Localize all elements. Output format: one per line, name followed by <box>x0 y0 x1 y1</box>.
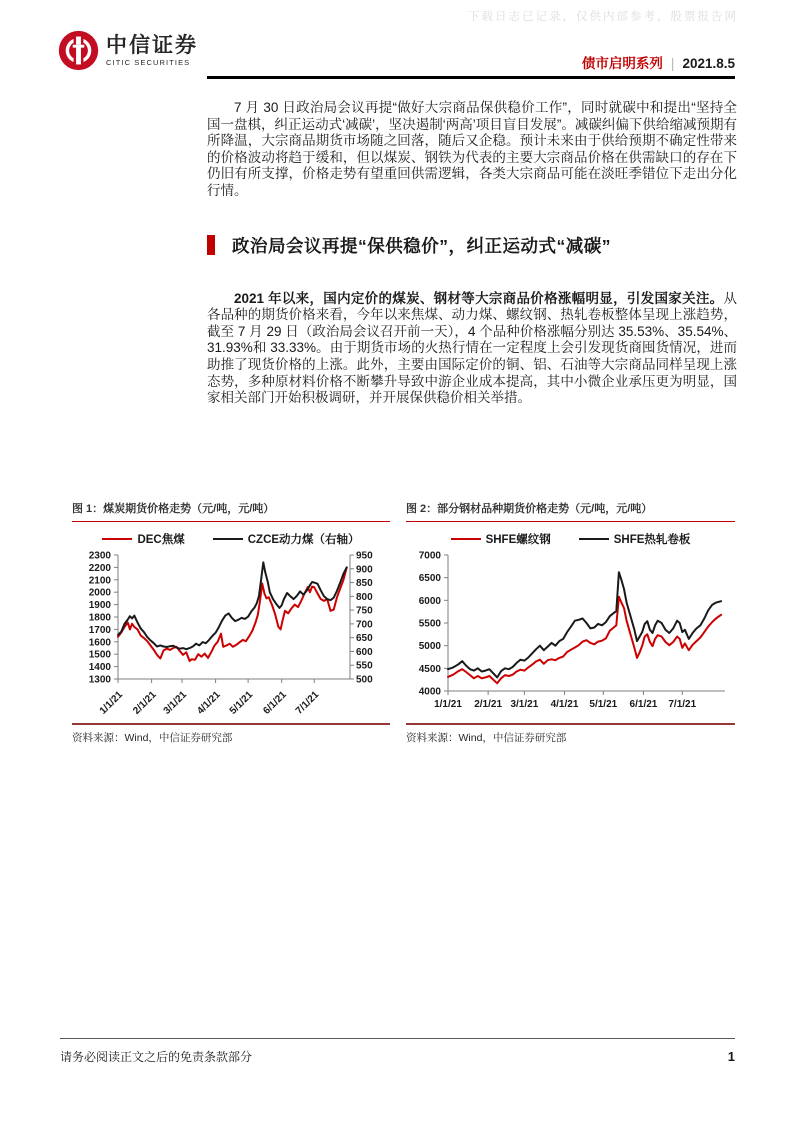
header-meta <box>582 52 735 72</box>
svg-text:5/1/21: 5/1/21 <box>589 699 618 710</box>
header-separator: | <box>670 56 675 71</box>
svg-text:5/1/21: 5/1/21 <box>227 689 256 717</box>
citic-logo <box>58 30 198 71</box>
report-series: 债市启明系列 <box>581 56 663 71</box>
figure-1-legend <box>72 531 390 547</box>
legend-label: SHFE螺纹钢 <box>485 534 551 546</box>
brand-text <box>106 35 198 67</box>
brand-name-en: CITIC SECURITIES <box>106 57 191 67</box>
svg-text:6/1/21: 6/1/21 <box>261 689 289 717</box>
svg-text:650: 650 <box>356 633 373 645</box>
header-rule <box>207 76 735 79</box>
figures-row <box>72 500 735 745</box>
svg-text:4/1/21: 4/1/21 <box>195 689 223 717</box>
svg-text:600: 600 <box>356 646 373 658</box>
steel-futures-line-chart <box>406 549 735 721</box>
paragraph-2 <box>207 291 737 407</box>
section-heading <box>207 233 737 258</box>
legend-line-icon <box>579 538 609 540</box>
svg-text:500: 500 <box>356 674 373 686</box>
svg-text:5500: 5500 <box>418 618 441 630</box>
svg-text:1400: 1400 <box>88 662 111 674</box>
legend-label: SHFE热轧卷板 <box>613 534 691 546</box>
brand-name-cn: 中信证券 <box>106 33 198 57</box>
svg-text:850: 850 <box>356 578 373 590</box>
legend-item <box>579 531 691 547</box>
legend-line-icon <box>102 538 132 540</box>
page-number: 1 <box>727 1049 735 1064</box>
svg-text:1600: 1600 <box>88 637 111 649</box>
svg-text:3/1/21: 3/1/21 <box>510 699 539 710</box>
svg-text:6500: 6500 <box>418 573 441 585</box>
svg-text:7/1/21: 7/1/21 <box>668 699 697 710</box>
report-date: 2021.8.5 <box>682 56 735 71</box>
svg-text:700: 700 <box>356 619 373 631</box>
report-body <box>207 98 737 407</box>
svg-text:4/1/21: 4/1/21 <box>550 699 579 710</box>
svg-text:4000: 4000 <box>418 686 441 698</box>
svg-text:3/1/21: 3/1/21 <box>161 689 190 717</box>
svg-text:2/1/21: 2/1/21 <box>131 689 159 717</box>
figure-2-legend <box>406 531 735 547</box>
svg-text:1500: 1500 <box>88 649 111 661</box>
figure-2-source: 资料来源：Wind，中信证券研究部 <box>406 723 735 745</box>
svg-text:6000: 6000 <box>418 595 441 607</box>
page-footer <box>60 1038 735 1065</box>
figure-1-caption: 图 1：煤炭期货价格走势（元/吨，元/吨） <box>72 500 390 522</box>
paragraph-2-rest: 从各品种的期货价格来看，今年以来焦煤、动力煤、螺纹钢、热轧卷板整体呈现上涨趋势，截至 7 月 29 日（政治局会议召开前一天），4 个品种价格涨幅分别达 35.53%、35.54%、31.93%和 33.33%。由于期货市场的火热行情在一定程度上会引发现货商囤货情况，进而助推了现货价格的上涨。此外，主要由国际定价的铜、铝、石油等大宗商品同样呈现上涨态势，多种原材料价格不断攀升导致中游企业成本提高，其中小微企业承压更为明显，国家相关部门开始积极调研，并开展保供稳价相关举措。 <box>207 290 737 406</box>
figure-1-source: 资料来源：Wind，中信证券研究部 <box>72 723 390 745</box>
svg-text:5000: 5000 <box>418 641 441 653</box>
svg-text:1800: 1800 <box>88 612 111 624</box>
legend-label: DEC焦煤 <box>137 534 185 546</box>
legend-line-icon <box>213 538 243 540</box>
figure-2-caption: 图 2：部分钢材品种期货价格走势（元/吨，元/吨） <box>406 500 735 522</box>
figure-1-coal-futures <box>72 500 390 745</box>
svg-text:550: 550 <box>356 660 373 672</box>
footer-disclaimer: 请务必阅读正文之后的免责条款部分 <box>60 1050 253 1064</box>
paragraph-2-lead: 2021 年以来，国内定价的煤炭、钢材等大宗商品价格涨幅明显，引发国家关注。 <box>234 290 724 306</box>
svg-text:2100: 2100 <box>88 575 111 587</box>
citic-logo-icon <box>58 30 99 71</box>
svg-text:4500: 4500 <box>418 663 441 675</box>
section-heading-bar <box>207 235 215 255</box>
svg-text:950: 950 <box>356 550 373 562</box>
coal-futures-line-chart <box>72 549 390 721</box>
svg-text:7/1/21: 7/1/21 <box>293 689 322 717</box>
svg-text:2000: 2000 <box>88 587 111 599</box>
watermark-text: 下载日志已记录，仅供内部参考，股票报告网 <box>468 11 738 23</box>
svg-text:1900: 1900 <box>88 600 111 612</box>
svg-text:2200: 2200 <box>88 562 111 574</box>
figure-2-steel-futures <box>406 500 735 745</box>
svg-text:2/1/21: 2/1/21 <box>474 699 503 710</box>
legend-label: CZCE动力煤（右轴） <box>247 534 360 546</box>
paragraph-1: 7 月 30 日政治局会议再提“做好大宗商品保供稳价工作”，同时就碳中和提出“坚持全国一盘棋，纠正运动式‘减碳’，坚决遏制‘两高’项目盲目发展”。减碳纠偏下供给缩减预期有所降温，大宗商品期货市场随之回落，随后又企稳。预计未来由于供给预期不确定性带来的价格波动将趋于缓和，但以煤炭、钢铁为代表的主要大宗商品价格在供需缺口的存在下仍旧有所支撑，价格走势有望重回供需逻辑，各类大宗商品可能在淡旺季错位下走出分化行情。 <box>207 100 737 198</box>
svg-text:2300: 2300 <box>88 550 111 562</box>
legend-item <box>213 531 360 547</box>
svg-text:900: 900 <box>356 564 373 576</box>
legend-item <box>102 531 184 547</box>
svg-text:1/1/21: 1/1/21 <box>97 689 126 717</box>
svg-text:1700: 1700 <box>88 624 111 636</box>
svg-text:7000: 7000 <box>418 550 441 562</box>
svg-text:750: 750 <box>356 605 373 617</box>
section-heading-title: 政治局会议再提“保供稳价”，纠正运动式“减碳” <box>232 235 611 256</box>
svg-text:6/1/21: 6/1/21 <box>629 699 658 710</box>
legend-item <box>451 531 551 547</box>
svg-text:800: 800 <box>356 591 373 603</box>
svg-text:1300: 1300 <box>88 674 111 686</box>
svg-text:1/1/21: 1/1/21 <box>434 699 462 710</box>
legend-line-icon <box>451 538 481 540</box>
